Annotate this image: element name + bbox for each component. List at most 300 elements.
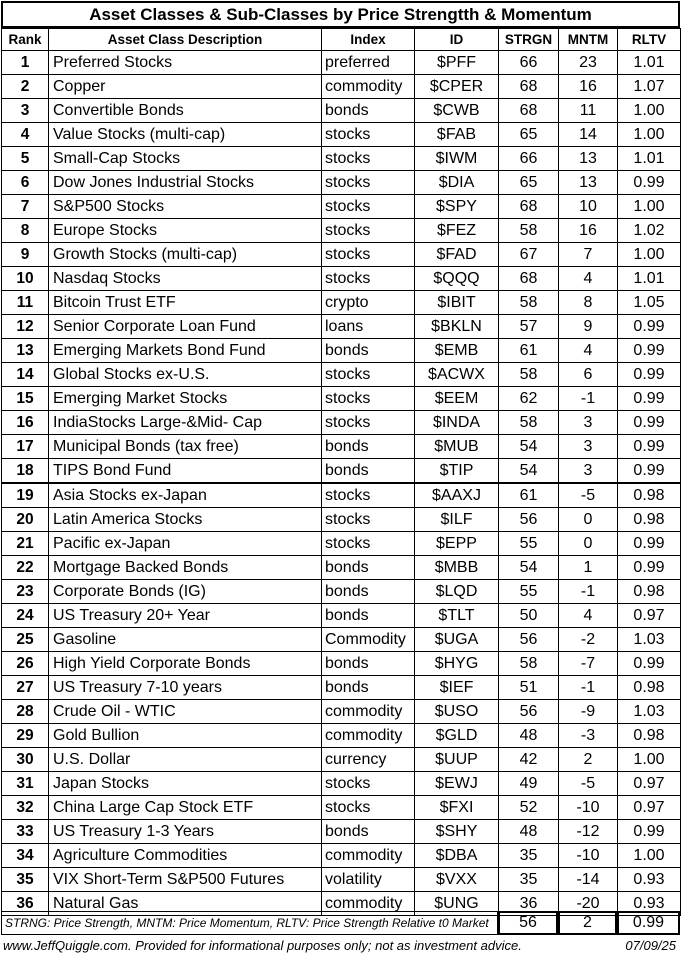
strength-cell: 61 xyxy=(499,483,559,508)
rank-cell: 27 xyxy=(2,676,49,700)
rank-cell: 15 xyxy=(2,387,49,411)
index-cell: loans xyxy=(322,315,415,339)
momentum-cell: 13 xyxy=(559,171,618,195)
description-cell: Natural Gas xyxy=(49,892,322,916)
description-cell: Agriculture Commodities xyxy=(49,844,322,868)
rank-cell: 16 xyxy=(2,411,49,435)
momentum-cell: -20 xyxy=(559,892,618,916)
page-title: Asset Classes & Sub-Classes by Price Strengtth & Momentum xyxy=(1,1,680,28)
index-cell: bonds xyxy=(322,339,415,363)
index-cell: stocks xyxy=(322,483,415,508)
index-cell: commodity xyxy=(322,844,415,868)
table-row xyxy=(2,291,681,315)
column-header: RLTV xyxy=(618,29,681,51)
strength-cell: 55 xyxy=(499,580,559,604)
relative-cell: 1.00 xyxy=(618,748,681,772)
index-cell: commodity xyxy=(322,75,415,99)
index-cell: bonds xyxy=(322,556,415,580)
description-cell: Latin America Stocks xyxy=(49,508,322,532)
strength-cell: 68 xyxy=(499,195,559,219)
strength-cell: 58 xyxy=(499,652,559,676)
relative-cell: 0.99 xyxy=(618,387,681,411)
momentum-cell: 13 xyxy=(559,147,618,171)
table-row xyxy=(2,219,681,243)
index-cell: Commodity xyxy=(322,628,415,652)
description-cell: U.S. Dollar xyxy=(49,748,322,772)
table-row xyxy=(2,628,681,652)
index-cell: preferred xyxy=(322,51,415,75)
description-cell: Bitcoin Trust ETF xyxy=(49,291,322,315)
strength-cell: 35 xyxy=(499,868,559,892)
ticker-cell: $MBB xyxy=(415,556,499,580)
header-row xyxy=(2,29,681,51)
table-row xyxy=(2,459,681,484)
strength-cell: 52 xyxy=(499,796,559,820)
table-row xyxy=(2,652,681,676)
rank-cell: 22 xyxy=(2,556,49,580)
index-cell: bonds xyxy=(322,580,415,604)
momentum-cell: 0 xyxy=(559,508,618,532)
strength-cell: 50 xyxy=(499,604,559,628)
table-row xyxy=(2,796,681,820)
index-cell: currency xyxy=(322,748,415,772)
momentum-cell: -12 xyxy=(559,820,618,844)
relative-cell: 0.99 xyxy=(618,363,681,387)
table-row xyxy=(2,435,681,459)
asset-table xyxy=(1,28,681,916)
table-row xyxy=(2,844,681,868)
table-row xyxy=(2,748,681,772)
index-cell: bonds xyxy=(322,435,415,459)
momentum-cell: -10 xyxy=(559,844,618,868)
column-header: Rank xyxy=(2,29,49,51)
momentum-cell: 9 xyxy=(559,315,618,339)
strength-cell: 54 xyxy=(499,459,559,484)
momentum-cell: -5 xyxy=(559,483,618,508)
index-cell: bonds xyxy=(322,676,415,700)
strength-cell: 68 xyxy=(499,99,559,123)
description-cell: Emerging Markets Bond Fund xyxy=(49,339,322,363)
index-cell: bonds xyxy=(322,604,415,628)
table-row xyxy=(2,411,681,435)
relative-cell: 0.99 xyxy=(618,820,681,844)
index-cell: stocks xyxy=(322,195,415,219)
relative-cell: 0.93 xyxy=(618,892,681,916)
rank-cell: 18 xyxy=(2,459,49,484)
description-cell: Pacific ex-Japan xyxy=(49,532,322,556)
strength-cell: 55 xyxy=(499,532,559,556)
strength-cell: 51 xyxy=(499,676,559,700)
index-cell: stocks xyxy=(322,123,415,147)
table-row xyxy=(2,315,681,339)
description-cell: China Large Cap Stock ETF xyxy=(49,796,322,820)
rank-cell: 19 xyxy=(2,483,49,508)
momentum-cell: -7 xyxy=(559,652,618,676)
description-cell: TIPS Bond Fund xyxy=(49,459,322,484)
table-row xyxy=(2,483,681,508)
momentum-cell: -1 xyxy=(559,387,618,411)
description-cell: Corporate Bonds (IG) xyxy=(49,580,322,604)
strength-cell: 68 xyxy=(499,75,559,99)
strength-cell: 35 xyxy=(499,844,559,868)
rank-cell: 7 xyxy=(2,195,49,219)
ticker-cell: $SHY xyxy=(415,820,499,844)
table-row xyxy=(2,363,681,387)
ticker-cell: $PFF xyxy=(415,51,499,75)
momentum-cell: -1 xyxy=(559,676,618,700)
rank-cell: 23 xyxy=(2,580,49,604)
strength-cell: 54 xyxy=(499,556,559,580)
strength-cell: 48 xyxy=(499,724,559,748)
momentum-cell: 7 xyxy=(559,243,618,267)
rank-cell: 2 xyxy=(2,75,49,99)
table-row xyxy=(2,387,681,411)
description-cell: Value Stocks (multi-cap) xyxy=(49,123,322,147)
momentum-cell: 2 xyxy=(559,748,618,772)
ticker-cell: $GLD xyxy=(415,724,499,748)
momentum-cell: 11 xyxy=(559,99,618,123)
description-cell: Mortgage Backed Bonds xyxy=(49,556,322,580)
rank-cell: 35 xyxy=(2,868,49,892)
relative-cell: 0.98 xyxy=(618,724,681,748)
table-row xyxy=(2,508,681,532)
rank-cell: 28 xyxy=(2,700,49,724)
table-row xyxy=(2,195,681,219)
index-cell: stocks xyxy=(322,411,415,435)
description-cell: US Treasury 20+ Year xyxy=(49,604,322,628)
rank-cell: 13 xyxy=(2,339,49,363)
index-cell: stocks xyxy=(322,508,415,532)
index-cell: stocks xyxy=(322,171,415,195)
table-row xyxy=(2,75,681,99)
description-cell: Crude Oil - WTIC xyxy=(49,700,322,724)
relative-cell: 0.98 xyxy=(618,483,681,508)
rank-cell: 33 xyxy=(2,820,49,844)
strength-cell: 42 xyxy=(499,748,559,772)
rank-cell: 25 xyxy=(2,628,49,652)
description-cell: VIX Short-Term S&P500 Futures xyxy=(49,868,322,892)
description-cell: Nasdaq Stocks xyxy=(49,267,322,291)
rank-cell: 4 xyxy=(2,123,49,147)
rank-cell: 29 xyxy=(2,724,49,748)
table-row xyxy=(2,820,681,844)
ticker-cell: $ILF xyxy=(415,508,499,532)
momentum-cell: 10 xyxy=(559,195,618,219)
rank-cell: 3 xyxy=(2,99,49,123)
relative-cell: 1.03 xyxy=(618,700,681,724)
rank-cell: 24 xyxy=(2,604,49,628)
momentum-cell: -1 xyxy=(559,580,618,604)
description-cell: IndiaStocks Large-&Mid- Cap xyxy=(49,411,322,435)
strength-cell: 48 xyxy=(499,820,559,844)
ticker-cell: $DIA xyxy=(415,171,499,195)
table-row xyxy=(2,171,681,195)
ticker-cell: $INDA xyxy=(415,411,499,435)
website-disclaimer: www.JeffQuiggle.com. Provided for informational purposes only; not as investment advice. xyxy=(3,938,522,953)
momentum-cell: 16 xyxy=(559,75,618,99)
rank-cell: 6 xyxy=(2,171,49,195)
report-frame xyxy=(1,1,680,959)
table-row xyxy=(2,339,681,363)
relative-cell: 1.00 xyxy=(618,123,681,147)
strength-cell: 66 xyxy=(499,51,559,75)
rank-cell: 32 xyxy=(2,796,49,820)
index-cell: bonds xyxy=(322,459,415,484)
column-header: MNTM xyxy=(559,29,618,51)
description-cell: Europe Stocks xyxy=(49,219,322,243)
momentum-cell: -2 xyxy=(559,628,618,652)
relative-cell: 1.01 xyxy=(618,267,681,291)
index-cell: commodity xyxy=(322,724,415,748)
ticker-cell: $QQQ xyxy=(415,267,499,291)
strength-cell: 54 xyxy=(499,435,559,459)
strength-cell: 65 xyxy=(499,171,559,195)
ticker-cell: $EWJ xyxy=(415,772,499,796)
table-row xyxy=(2,700,681,724)
index-cell: stocks xyxy=(322,267,415,291)
index-cell: commodity xyxy=(322,700,415,724)
strength-cell: 61 xyxy=(499,339,559,363)
description-cell: Dow Jones Industrial Stocks xyxy=(49,171,322,195)
strength-cell: 68 xyxy=(499,267,559,291)
ticker-cell: $UGA xyxy=(415,628,499,652)
index-cell: bonds xyxy=(322,820,415,844)
relative-cell: 0.99 xyxy=(618,459,681,484)
relative-cell: 0.98 xyxy=(618,676,681,700)
description-cell: Municipal Bonds (tax free) xyxy=(49,435,322,459)
rank-cell: 5 xyxy=(2,147,49,171)
market-strength-value: 56 xyxy=(498,911,558,935)
description-cell: Copper xyxy=(49,75,322,99)
relative-cell: 0.99 xyxy=(618,652,681,676)
momentum-cell: -9 xyxy=(559,700,618,724)
rank-cell: 30 xyxy=(2,748,49,772)
index-cell: stocks xyxy=(322,796,415,820)
market-relative-value: 0.99 xyxy=(617,911,680,935)
ticker-cell: $EMB xyxy=(415,339,499,363)
rank-cell: 21 xyxy=(2,532,49,556)
ticker-cell: $CWB xyxy=(415,99,499,123)
ticker-cell: $SPY xyxy=(415,195,499,219)
strength-cell: 58 xyxy=(499,363,559,387)
strength-cell: 57 xyxy=(499,315,559,339)
rank-cell: 12 xyxy=(2,315,49,339)
momentum-cell: 3 xyxy=(559,459,618,484)
ticker-cell: $IWM xyxy=(415,147,499,171)
ticker-cell: $FAD xyxy=(415,243,499,267)
momentum-cell: 4 xyxy=(559,339,618,363)
ticker-cell: $USO xyxy=(415,700,499,724)
relative-cell: 0.99 xyxy=(618,532,681,556)
description-cell: Asia Stocks ex-Japan xyxy=(49,483,322,508)
description-cell: US Treasury 7-10 years xyxy=(49,676,322,700)
rank-cell: 11 xyxy=(2,291,49,315)
index-cell: stocks xyxy=(322,387,415,411)
momentum-cell: 4 xyxy=(559,604,618,628)
rank-cell: 17 xyxy=(2,435,49,459)
description-cell: US Treasury 1-3 Years xyxy=(49,820,322,844)
relative-cell: 0.99 xyxy=(618,171,681,195)
ticker-cell: $FEZ xyxy=(415,219,499,243)
index-cell: commodity xyxy=(322,892,415,916)
index-cell: volatility xyxy=(322,868,415,892)
momentum-cell: 4 xyxy=(559,267,618,291)
table-row xyxy=(2,772,681,796)
ticker-cell: $CPER xyxy=(415,75,499,99)
ticker-cell: $HYG xyxy=(415,652,499,676)
momentum-cell: 14 xyxy=(559,123,618,147)
rank-cell: 34 xyxy=(2,844,49,868)
table-row xyxy=(2,556,681,580)
relative-cell: 1.00 xyxy=(618,195,681,219)
description-cell: Gasoline xyxy=(49,628,322,652)
momentum-cell: -3 xyxy=(559,724,618,748)
strength-cell: 58 xyxy=(499,219,559,243)
relative-cell: 0.93 xyxy=(618,868,681,892)
relative-cell: 0.97 xyxy=(618,604,681,628)
relative-cell: 1.00 xyxy=(618,844,681,868)
momentum-cell: 3 xyxy=(559,435,618,459)
table-row xyxy=(2,99,681,123)
strength-cell: 58 xyxy=(499,411,559,435)
index-cell: stocks xyxy=(322,772,415,796)
description-cell: Growth Stocks (multi-cap) xyxy=(49,243,322,267)
table-row xyxy=(2,51,681,75)
ticker-cell: $ACWX xyxy=(415,363,499,387)
ticker-cell: $IEF xyxy=(415,676,499,700)
strength-cell: 56 xyxy=(499,508,559,532)
momentum-cell: 0 xyxy=(559,532,618,556)
momentum-cell: 3 xyxy=(559,411,618,435)
momentum-cell: 8 xyxy=(559,291,618,315)
table-row xyxy=(2,868,681,892)
description-cell: Convertible Bonds xyxy=(49,99,322,123)
momentum-cell: 1 xyxy=(559,556,618,580)
table-row xyxy=(2,147,681,171)
ticker-cell: $TLT xyxy=(415,604,499,628)
momentum-cell: 16 xyxy=(559,219,618,243)
ticker-cell: $FXI xyxy=(415,796,499,820)
table-row xyxy=(2,123,681,147)
report-date: 07/09/25 xyxy=(625,938,676,953)
rank-cell: 8 xyxy=(2,219,49,243)
rank-cell: 31 xyxy=(2,772,49,796)
relative-cell: 0.97 xyxy=(618,772,681,796)
index-cell: crypto xyxy=(322,291,415,315)
column-header: ID xyxy=(415,29,499,51)
description-cell: S&P500 Stocks xyxy=(49,195,322,219)
relative-cell: 1.05 xyxy=(618,291,681,315)
description-cell: Small-Cap Stocks xyxy=(49,147,322,171)
relative-cell: 0.97 xyxy=(618,796,681,820)
description-cell: Global Stocks ex-U.S. xyxy=(49,363,322,387)
strength-cell: 66 xyxy=(499,147,559,171)
relative-cell: 1.00 xyxy=(618,99,681,123)
strength-cell: 67 xyxy=(499,243,559,267)
ticker-cell: $UUP xyxy=(415,748,499,772)
momentum-cell: 6 xyxy=(559,363,618,387)
market-momentum-value: 2 xyxy=(558,911,617,935)
description-cell: Gold Bullion xyxy=(49,724,322,748)
index-cell: bonds xyxy=(322,652,415,676)
rank-cell: 9 xyxy=(2,243,49,267)
relative-cell: 1.00 xyxy=(618,243,681,267)
column-header: STRGN xyxy=(499,29,559,51)
ticker-cell: $EEM xyxy=(415,387,499,411)
rank-cell: 20 xyxy=(2,508,49,532)
index-cell: stocks xyxy=(322,243,415,267)
table-body xyxy=(2,51,681,916)
ticker-cell: $TIP xyxy=(415,459,499,484)
ticker-cell: $VXX xyxy=(415,868,499,892)
index-cell: bonds xyxy=(322,99,415,123)
strength-cell: 58 xyxy=(499,291,559,315)
table-row xyxy=(2,243,681,267)
relative-cell: 1.03 xyxy=(618,628,681,652)
relative-cell: 0.98 xyxy=(618,508,681,532)
table-row xyxy=(2,532,681,556)
table-row xyxy=(2,267,681,291)
legend-note: STRNG: Price Strength, MNTM: Price Momentum, RLTV: Price Strength Relative t0 Market xyxy=(1,911,498,935)
strength-cell: 56 xyxy=(499,700,559,724)
ticker-cell: $LQD xyxy=(415,580,499,604)
rank-cell: 10 xyxy=(2,267,49,291)
index-cell: stocks xyxy=(322,219,415,243)
index-cell: stocks xyxy=(322,363,415,387)
momentum-cell: -10 xyxy=(559,796,618,820)
strength-cell: 49 xyxy=(499,772,559,796)
table-row xyxy=(2,580,681,604)
table-row xyxy=(2,724,681,748)
description-cell: Japan Stocks xyxy=(49,772,322,796)
relative-cell: 1.07 xyxy=(618,75,681,99)
summary-footer xyxy=(1,911,680,935)
description-cell: Preferred Stocks xyxy=(49,51,322,75)
relative-cell: 1.01 xyxy=(618,51,681,75)
relative-cell: 0.99 xyxy=(618,556,681,580)
description-cell: Emerging Market Stocks xyxy=(49,387,322,411)
rank-cell: 26 xyxy=(2,652,49,676)
relative-cell: 0.99 xyxy=(618,339,681,363)
strength-cell: 65 xyxy=(499,123,559,147)
index-cell: stocks xyxy=(322,147,415,171)
relative-cell: 0.99 xyxy=(618,411,681,435)
strength-cell: 36 xyxy=(499,892,559,916)
relative-cell: 1.02 xyxy=(618,219,681,243)
description-cell: High Yield Corporate Bonds xyxy=(49,652,322,676)
column-header: Asset Class Description xyxy=(49,29,322,51)
ticker-cell: $BKLN xyxy=(415,315,499,339)
rank-cell: 36 xyxy=(2,892,49,916)
rank-cell: 1 xyxy=(2,51,49,75)
ticker-cell: $AAXJ xyxy=(415,483,499,508)
description-cell: Senior Corporate Loan Fund xyxy=(49,315,322,339)
relative-cell: 0.99 xyxy=(618,435,681,459)
momentum-cell: 23 xyxy=(559,51,618,75)
relative-cell: 1.01 xyxy=(618,147,681,171)
ticker-cell: $FAB xyxy=(415,123,499,147)
ticker-cell: $UNG xyxy=(415,892,499,916)
column-header: Index xyxy=(322,29,415,51)
relative-cell: 0.98 xyxy=(618,580,681,604)
strength-cell: 62 xyxy=(499,387,559,411)
table-row xyxy=(2,604,681,628)
rank-cell: 14 xyxy=(2,363,49,387)
ticker-cell: $IBIT xyxy=(415,291,499,315)
momentum-cell: -14 xyxy=(559,868,618,892)
strength-cell: 56 xyxy=(499,628,559,652)
ticker-cell: $EPP xyxy=(415,532,499,556)
